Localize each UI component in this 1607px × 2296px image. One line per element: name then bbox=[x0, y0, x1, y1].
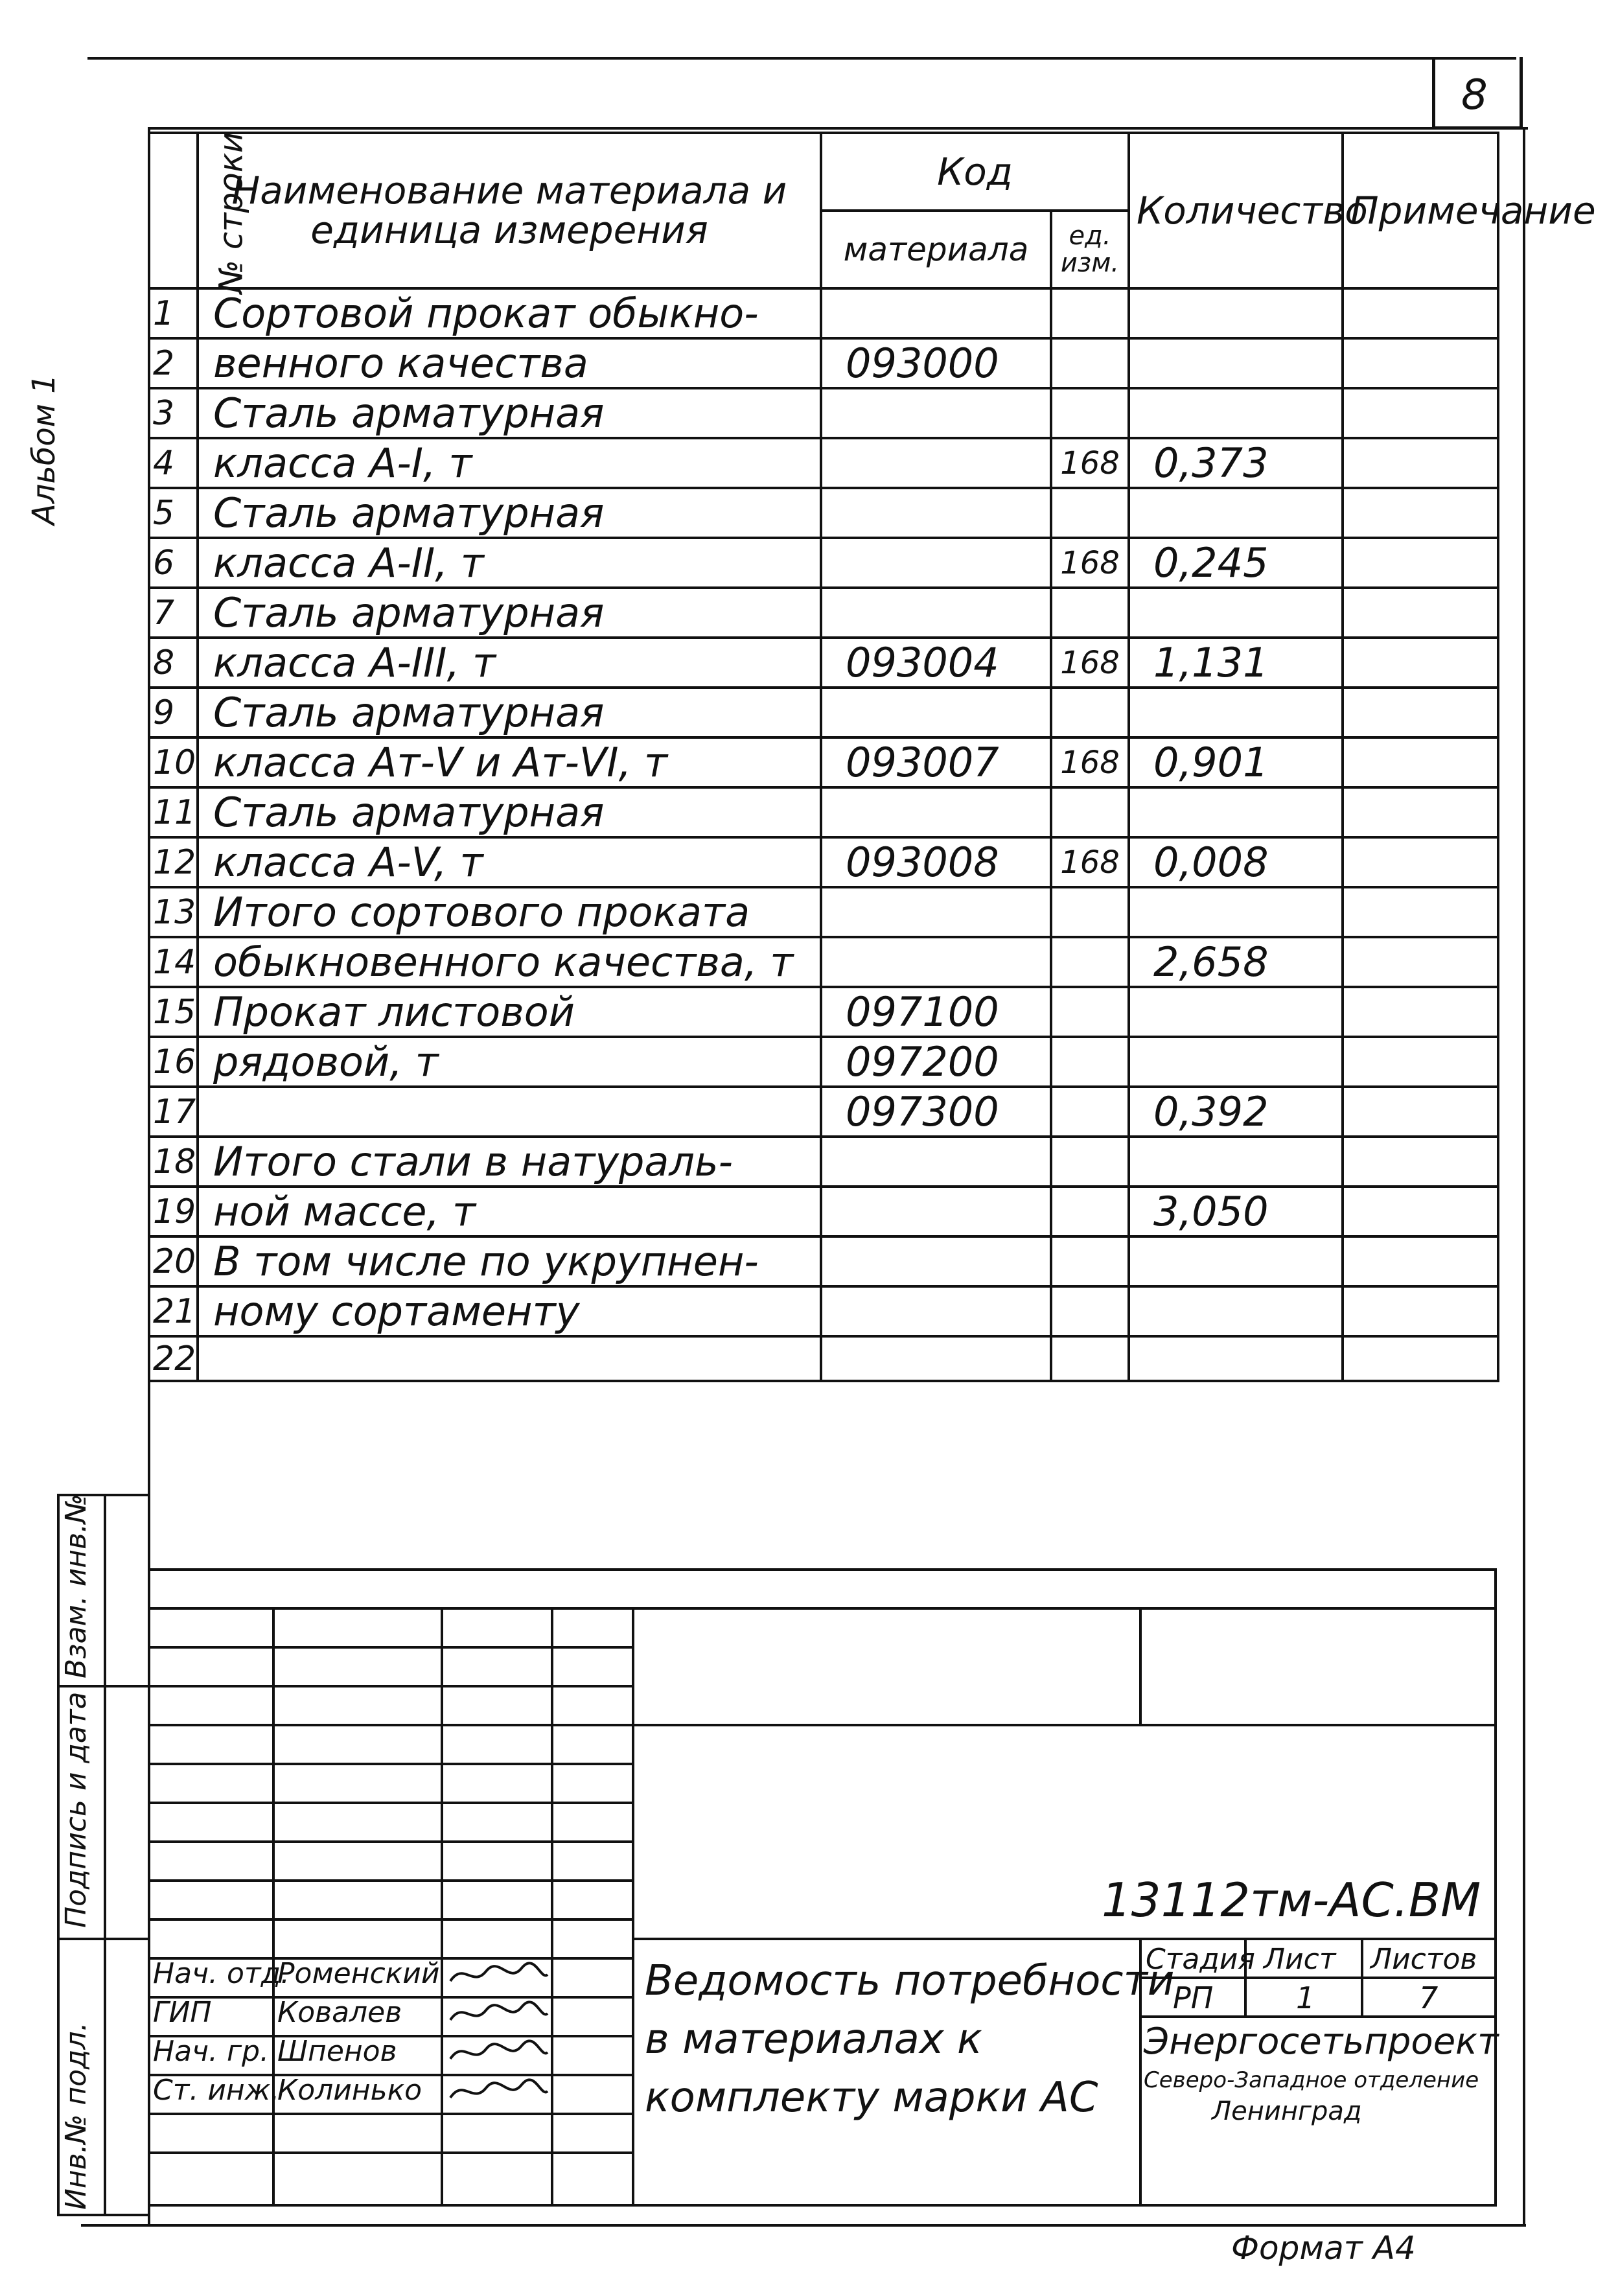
table-row bbox=[149, 1336, 1498, 1381]
row-material-code bbox=[821, 438, 1051, 488]
row-number: 19 bbox=[149, 1187, 198, 1236]
row-number: 10 bbox=[149, 737, 198, 787]
tb-hline bbox=[148, 1763, 632, 1765]
row-unit-code bbox=[1051, 488, 1129, 538]
row-number: 11 bbox=[149, 787, 198, 837]
tb-hline bbox=[1139, 1977, 1497, 1979]
tb-hline bbox=[632, 1938, 1497, 1940]
row-note bbox=[1343, 937, 1498, 987]
row-unit-code bbox=[1051, 1336, 1129, 1381]
row-name: обыкновенного качества, т bbox=[198, 937, 821, 987]
row-quantity: 0,373 bbox=[1129, 438, 1343, 488]
row-quantity bbox=[1129, 688, 1343, 737]
signature-mark bbox=[447, 1997, 551, 2030]
row-note bbox=[1343, 288, 1498, 338]
signature-role: Нач. гр. bbox=[153, 2035, 270, 2068]
row-number: 8 bbox=[149, 638, 198, 688]
row-quantity bbox=[1129, 1037, 1343, 1087]
tb-hline bbox=[148, 1879, 632, 1882]
org-city: Ленинград bbox=[1212, 2096, 1362, 2126]
row-note bbox=[1343, 1336, 1498, 1381]
side-stamp-divider bbox=[104, 1494, 106, 2216]
row-name: класса А-II, т bbox=[198, 538, 821, 588]
tb-vline bbox=[272, 1607, 275, 2207]
table-row bbox=[149, 887, 1498, 937]
doc-code: 13112тм-АС.ВМ bbox=[1102, 1873, 1481, 1927]
row-name bbox=[198, 1087, 821, 1137]
row-number: 5 bbox=[149, 488, 198, 538]
tb-hline bbox=[148, 1646, 632, 1649]
row-note bbox=[1343, 1187, 1498, 1236]
row-name: рядовой, т bbox=[198, 1037, 821, 1087]
table-row bbox=[149, 987, 1498, 1037]
table-row bbox=[149, 1286, 1498, 1336]
tb-hline bbox=[148, 2113, 632, 2115]
page-number: 8 bbox=[1461, 71, 1488, 119]
format-label: Формат А4 bbox=[1231, 2229, 1416, 2267]
row-note bbox=[1343, 887, 1498, 937]
row-unit-code bbox=[1051, 1087, 1129, 1137]
row-quantity bbox=[1129, 1286, 1343, 1336]
table-row bbox=[149, 1037, 1498, 1087]
table-row bbox=[149, 288, 1498, 338]
row-name: Итого стали в натураль- bbox=[198, 1137, 821, 1187]
row-material-code: 093008 bbox=[821, 837, 1051, 887]
row-name: венного качества bbox=[198, 338, 821, 388]
signature-name: Роменский bbox=[277, 1957, 440, 1990]
row-number: 16 bbox=[149, 1037, 198, 1087]
right-frame-line bbox=[1523, 127, 1525, 2227]
row-number: 21 bbox=[149, 1286, 198, 1336]
row-name: ной массе, т bbox=[198, 1187, 821, 1236]
sheets-label: Листов bbox=[1370, 1943, 1477, 1976]
tb-hline bbox=[148, 1685, 632, 1687]
row-quantity bbox=[1129, 987, 1343, 1037]
tb-hline bbox=[1139, 2015, 1497, 2018]
signature-name: Ковалев bbox=[277, 1996, 402, 2029]
row-unit-code bbox=[1051, 588, 1129, 638]
row-number: 22 bbox=[149, 1336, 198, 1381]
tb-hline bbox=[148, 1724, 632, 1726]
row-unit-code: 168 bbox=[1051, 438, 1129, 488]
header-code-material: материала bbox=[821, 211, 1051, 288]
row-number: 6 bbox=[149, 538, 198, 588]
row-number: 3 bbox=[149, 388, 198, 438]
table-row bbox=[149, 837, 1498, 887]
table-row bbox=[149, 538, 1498, 588]
row-material-code bbox=[821, 1286, 1051, 1336]
sheet-label: Лист bbox=[1264, 1943, 1336, 1976]
row-unit-code: 168 bbox=[1051, 538, 1129, 588]
row-material-code bbox=[821, 588, 1051, 638]
row-note bbox=[1343, 388, 1498, 438]
tb-vline bbox=[441, 1607, 443, 2207]
table-row bbox=[149, 688, 1498, 737]
row-unit-code bbox=[1051, 288, 1129, 338]
table-row bbox=[149, 488, 1498, 538]
row-quantity bbox=[1129, 1336, 1343, 1381]
signature-mark bbox=[447, 2036, 551, 2069]
doc-title-line-3: комплекту марки АС bbox=[645, 2074, 1098, 2122]
row-note bbox=[1343, 338, 1498, 388]
row-name: Сталь арматурная bbox=[198, 388, 821, 438]
row-note bbox=[1343, 987, 1498, 1037]
row-material-code bbox=[821, 1336, 1051, 1381]
row-material-code bbox=[821, 488, 1051, 538]
row-unit-code bbox=[1051, 1286, 1129, 1336]
row-unit-code: 168 bbox=[1051, 837, 1129, 887]
row-number: 7 bbox=[149, 588, 198, 638]
row-unit-code bbox=[1051, 1137, 1129, 1187]
table-row bbox=[149, 737, 1498, 787]
row-material-code bbox=[821, 1137, 1051, 1187]
signature-role: ГИП bbox=[153, 1996, 212, 2029]
row-name: Сталь арматурная bbox=[198, 688, 821, 737]
tb-hline bbox=[148, 1607, 1497, 1610]
doc-title-line-1: Ведомость потребности bbox=[645, 1957, 1175, 2005]
tb-hline bbox=[148, 2151, 632, 2154]
tb-hline bbox=[632, 1724, 1497, 1726]
row-material-code bbox=[821, 1187, 1051, 1236]
row-note bbox=[1343, 1087, 1498, 1137]
row-material-code bbox=[821, 538, 1051, 588]
row-note bbox=[1343, 438, 1498, 488]
row-note bbox=[1343, 638, 1498, 688]
row-quantity bbox=[1129, 288, 1343, 338]
row-name: Сталь арматурная bbox=[198, 787, 821, 837]
row-material-code bbox=[821, 1236, 1051, 1286]
row-material-code: 093007 bbox=[821, 737, 1051, 787]
row-material-code: 097200 bbox=[821, 1037, 1051, 1087]
row-number: 9 bbox=[149, 688, 198, 737]
row-number: 15 bbox=[149, 987, 198, 1037]
row-unit-code bbox=[1051, 987, 1129, 1037]
side-stamp-inv-podl: Инв.№ подл. bbox=[60, 2022, 93, 2210]
row-material-code bbox=[821, 937, 1051, 987]
materials-table bbox=[148, 132, 1596, 1382]
table-row bbox=[149, 438, 1498, 488]
stage-label: Стадия bbox=[1146, 1943, 1255, 1976]
row-note bbox=[1343, 837, 1498, 887]
row-number: 14 bbox=[149, 937, 198, 987]
signature-role: Ст. инж. bbox=[153, 2074, 280, 2107]
row-note bbox=[1343, 737, 1498, 787]
header-code-unit: ед. изм. bbox=[1051, 211, 1129, 288]
row-name: Сталь арматурная bbox=[198, 588, 821, 638]
table-row bbox=[149, 937, 1498, 987]
row-note bbox=[1343, 1286, 1498, 1336]
row-name: класса Ат-V и Ат-VI, т bbox=[198, 737, 821, 787]
signature-role: Нач. отд. bbox=[153, 1957, 290, 1990]
tb-vline bbox=[1361, 1938, 1363, 2015]
row-name: Сталь арматурная bbox=[198, 488, 821, 538]
row-quantity: 3,050 bbox=[1129, 1187, 1343, 1236]
row-note bbox=[1343, 1037, 1498, 1087]
row-name: Прокат листовой bbox=[198, 987, 821, 1037]
table-row bbox=[149, 388, 1498, 438]
side-stamp-row-2 bbox=[57, 1938, 150, 1940]
row-unit-code bbox=[1051, 787, 1129, 837]
header-quantity: Количество bbox=[1129, 133, 1343, 288]
side-stamp-row-1 bbox=[57, 1685, 150, 1687]
row-number: 20 bbox=[149, 1236, 198, 1286]
tb-vline bbox=[551, 1607, 553, 2207]
row-material-code: 097100 bbox=[821, 987, 1051, 1037]
signature-mark bbox=[447, 1958, 551, 1991]
row-material-code bbox=[821, 787, 1051, 837]
row-name: класса А-V, т bbox=[198, 837, 821, 887]
row-unit-code bbox=[1051, 1037, 1129, 1087]
table-row bbox=[149, 638, 1498, 688]
row-number: 13 bbox=[149, 887, 198, 937]
tb-vline bbox=[632, 1607, 634, 2207]
org-division: Северо-Западное отделение bbox=[1144, 2067, 1479, 2093]
row-note bbox=[1343, 787, 1498, 837]
tb-hline bbox=[148, 1802, 632, 1804]
row-number: 12 bbox=[149, 837, 198, 887]
row-unit-code: 168 bbox=[1051, 737, 1129, 787]
row-note bbox=[1343, 1236, 1498, 1286]
header-row-no: № строки bbox=[149, 133, 198, 288]
row-note bbox=[1343, 488, 1498, 538]
row-material-code bbox=[821, 288, 1051, 338]
row-name: Сортовой прокат обыкно- bbox=[198, 288, 821, 338]
org-name: Энергосетьпроект bbox=[1144, 2021, 1499, 2063]
sheets-value: 7 bbox=[1419, 1980, 1439, 2015]
row-quantity: 1,131 bbox=[1129, 638, 1343, 688]
row-quantity bbox=[1129, 588, 1343, 638]
row-quantity bbox=[1129, 488, 1343, 538]
table-row bbox=[149, 588, 1498, 638]
row-quantity: 0,392 bbox=[1129, 1087, 1343, 1137]
row-quantity: 0,245 bbox=[1129, 538, 1343, 588]
tb-vline bbox=[1139, 1607, 1142, 1724]
row-quantity: 2,658 bbox=[1129, 937, 1343, 987]
bottom-border-line bbox=[81, 2224, 1526, 2227]
row-unit-code: 168 bbox=[1051, 638, 1129, 688]
table-row bbox=[149, 1236, 1498, 1286]
row-number: 1 bbox=[149, 288, 198, 338]
row-quantity bbox=[1129, 1137, 1343, 1187]
tb-hline bbox=[148, 1918, 632, 1921]
row-unit-code bbox=[1051, 388, 1129, 438]
row-note bbox=[1343, 538, 1498, 588]
row-quantity: 0,008 bbox=[1129, 837, 1343, 887]
row-quantity bbox=[1129, 388, 1343, 438]
header-note: Примечание bbox=[1343, 133, 1498, 288]
row-unit-code bbox=[1051, 1236, 1129, 1286]
sheet-value: 1 bbox=[1296, 1980, 1315, 2015]
table-row bbox=[149, 1137, 1498, 1187]
row-note bbox=[1343, 1137, 1498, 1187]
table-row bbox=[149, 787, 1498, 837]
table-row bbox=[149, 1187, 1498, 1236]
row-quantity bbox=[1129, 787, 1343, 837]
row-unit-code bbox=[1051, 688, 1129, 737]
row-quantity bbox=[1129, 1236, 1343, 1286]
row-unit-code bbox=[1051, 887, 1129, 937]
row-material-code: 093000 bbox=[821, 338, 1051, 388]
row-quantity bbox=[1129, 887, 1343, 937]
row-unit-code bbox=[1051, 1187, 1129, 1236]
row-name: класса А-I, т bbox=[198, 438, 821, 488]
row-number: 4 bbox=[149, 438, 198, 488]
row-note bbox=[1343, 588, 1498, 638]
row-quantity bbox=[1129, 338, 1343, 388]
stage-value: РП bbox=[1173, 1980, 1214, 2015]
row-material-code bbox=[821, 887, 1051, 937]
row-name: ному сортаменту bbox=[198, 1286, 821, 1336]
row-name: Итого сортового проката bbox=[198, 887, 821, 937]
row-name bbox=[198, 1336, 821, 1381]
row-material-code bbox=[821, 388, 1051, 438]
row-unit-code bbox=[1051, 338, 1129, 388]
row-name: В том числе по укрупнен- bbox=[198, 1236, 821, 1286]
side-stamp-vzam-inv: Взам. инв.№ bbox=[60, 1494, 93, 1678]
row-material-code: 097300 bbox=[821, 1087, 1051, 1137]
row-material-code: 093004 bbox=[821, 638, 1051, 688]
table-row bbox=[149, 338, 1498, 388]
top-border-line bbox=[87, 57, 1516, 60]
signature-name: Шпенов bbox=[277, 2035, 397, 2068]
row-material-code bbox=[821, 688, 1051, 737]
row-quantity: 0,901 bbox=[1129, 737, 1343, 787]
row-number: 17 bbox=[149, 1087, 198, 1137]
row-note bbox=[1343, 688, 1498, 737]
row-name: класса А-III, т bbox=[198, 638, 821, 688]
side-stamp-podpis-data: Подпись и дата bbox=[60, 1691, 93, 1928]
header-name: Наименование материала и единица измерения bbox=[198, 133, 821, 288]
tb-hline bbox=[148, 1840, 632, 1843]
doc-title-line-2: в материалах к bbox=[645, 2015, 982, 2063]
row-unit-code bbox=[1051, 937, 1129, 987]
table-row bbox=[149, 1087, 1498, 1137]
margin-note: Альбом 1 bbox=[26, 374, 62, 525]
signature-name: Колинько bbox=[277, 2074, 422, 2107]
top-frame-line bbox=[148, 127, 1528, 130]
row-number: 18 bbox=[149, 1137, 198, 1187]
header-code-group: Код bbox=[821, 133, 1129, 211]
signature-mark bbox=[447, 2075, 551, 2107]
row-number: 2 bbox=[149, 338, 198, 388]
